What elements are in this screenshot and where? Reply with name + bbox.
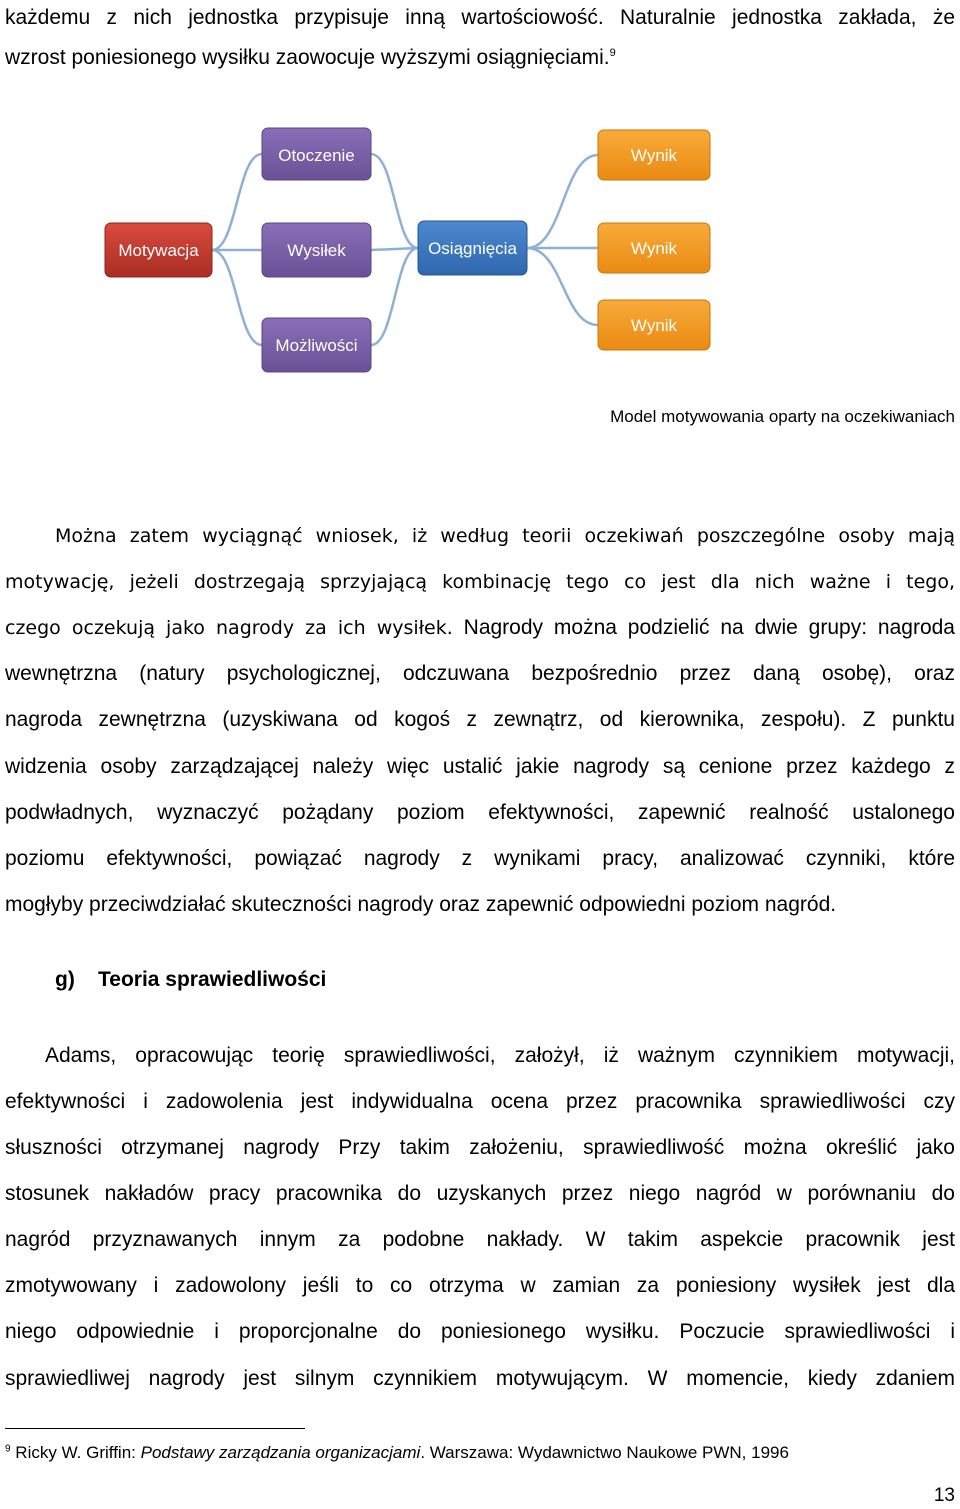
body-text-line: Adams, opracowując teorię sprawiedliwości, założył, iż ważnym czynnikiem motywacji, [45,1044,955,1067]
node-label: Wynik [630,316,678,335]
body-text-line: nagród przyznawanych innym za podobne nakłady. W takim aspekcie pracownik jest [5,1228,955,1251]
node-label: Wynik [630,239,678,258]
footnote-publisher: . Warszawa: Wydawnictwo Naukowe PWN, 1996 [420,1443,789,1462]
node-osiagniecia [418,221,527,275]
body-text-line: motywację, jeżeli dostrzegają sprzyjającą kombinację tego co jest dla nich ważne i tego, [5,571,955,593]
node-wynik-3 [598,300,710,350]
connector [527,248,598,325]
page-number: 13 [933,1485,955,1506]
node-wynik-2 [598,223,710,273]
body-text: czego oczekują jako nagrody za ich wysiłek. [5,617,453,639]
node-label: Osiągnięcia [428,239,517,258]
body-text-line: słuszności otrzymanej nagrody Przy takim założeniu, sprawiedliwość można określić jako [5,1136,955,1159]
node-otoczenie [262,128,371,180]
figure-caption: Model motywowania oparty na oczekiwaniach [610,407,955,426]
node-label: Motywacja [118,241,199,260]
section-number: g) [55,968,75,991]
node-wynik-1 [598,130,710,180]
body-text-line [5,613,955,643]
node-label: Wynik [630,146,678,165]
node-label: Otoczenie [278,146,355,165]
node-wysilek [262,223,371,277]
footnote-title: Podstawy zarządzania organizacjami [140,1443,421,1462]
body-text: wzrost poniesionego wysiłku zaowocuje wyższymi osiągnięciami. [5,46,610,69]
body-text-line [5,43,955,73]
footnote-author: Ricky W. Griffin: [15,1443,141,1462]
connector [527,155,598,248]
connector [371,248,418,345]
node-motywacja [105,223,212,277]
body-text-line: nagroda zewnętrzna (uzyskiwana od kogoś z zewnątrz, od kierownika, zespołu). Z punktu [5,708,955,731]
body-text-line: widzenia osoby zarządzającej należy więc ustalić jakie nagrody są cenione przez każdego z [5,755,955,778]
body-text-line: podwładnych, wyznaczyć pożądany poziom efektywności, zapewnić realność ustalonego [5,801,955,824]
node-mozliwosci [262,318,371,372]
connector [212,154,262,250]
section-heading [55,965,326,995]
body-text-line: zmotywowany i zadowolony jeśli to co otrzyma w zamian za poniesiony wysiłek jest dla [5,1274,955,1297]
section-title: Teoria sprawiedliwości [98,968,327,991]
footnote-number: 9 [5,1443,11,1455]
body-text-line: mogłyby przeciwdziałać skuteczności nagrody oraz zapewnić odpowiedni poziom nagród. [5,893,837,916]
node-label: Możliwości [275,336,358,355]
body-text-line: niego odpowiednie i proporcjonalne do poniesionego wysiłku. Poczucie sprawiedliwości i [5,1320,955,1343]
body-text-line: poziomu efektywności, powiązać nagrody z wynikami pracy, analizować czynniki, które [5,847,955,870]
connector [212,250,262,345]
footnote-separator [5,1428,305,1429]
footnote-reference: 9 [609,47,616,59]
motivation-model-diagram [100,110,720,385]
body-text-line: efektywności i zadowolenia jest indywidualna ocena przez pracownika sprawiedliwości czy [5,1090,955,1113]
footnote [5,1441,789,1465]
body-text-line: sprawiedliwej nagrody jest silnym czynnikiem motywującym. W momencie, kiedy zdaniem [5,1367,955,1390]
connector [371,154,418,248]
body-text-line: każdemu z nich jednostka przypisuje inną wartościowość. Naturalnie jednostka zakłada, że [5,6,955,29]
body-text-line: wewnętrzna (natury psychologicznej, odczuwana bezpośrednio przez daną osobę), oraz [5,662,955,685]
connector [371,248,418,250]
body-text-line: Można zatem wyciągnąć wniosek, iż według teorii oczekiwań poszczególne osoby mają [55,525,955,547]
body-text-line: stosunek nakładów pracy pracownika do uzyskanych przez niego nagród w porównaniu do [5,1182,955,1205]
body-text: Nagrody można podzielić na dwie grupy: nagroda [452,616,955,639]
node-label: Wysiłek [287,241,346,260]
